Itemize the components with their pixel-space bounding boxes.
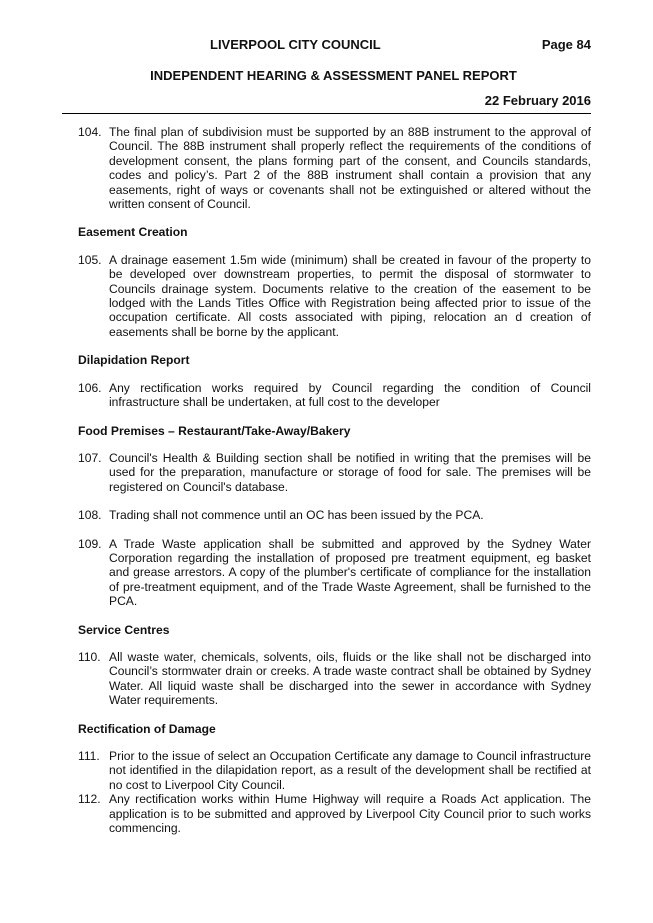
condition-105 (78, 253, 591, 339)
section-heading-dilapidation-report: Dilapidation Report (78, 353, 190, 368)
condition-110 (78, 650, 591, 708)
condition-text: All waste water, chemicals, solvents, oils, fluids or the like shall not be discharged into Council’s stormwater drain or creeks. A trade waste contract shall be obtained by Sydney Water. All liquid waste shall be discharged into the sewer in accordance with Sydney Water requirements. (109, 649, 591, 708)
section-heading-food-premises: Food Premises – Restaurant/Take-Away/Bakery (78, 423, 351, 438)
condition-number: 112. (78, 792, 101, 807)
condition-104 (78, 125, 591, 211)
header-rule (62, 113, 591, 114)
condition-text: Any rectification works required by Council regarding the condition of Council infrastructure shall be undertaken, at full cost to the developer (109, 380, 591, 410)
condition-number: 109. (78, 536, 102, 551)
condition-text: Trading shall not commence until an OC has been issued by the PCA. (109, 508, 484, 523)
condition-112 (78, 792, 591, 835)
condition-number: 107. (78, 450, 102, 465)
condition-number: 104. (78, 125, 102, 139)
section-heading-service-centres: Service Centres (78, 622, 170, 637)
condition-text: Council's Health & Building section shall be notified in writing that the premises will be used for the preparation, manufacture or storage of food for sale. The premises will be registered on Council's database. (109, 450, 591, 494)
header-page-number: Page 84 (541, 37, 591, 52)
condition-106 (78, 381, 591, 410)
condition-111 (78, 749, 591, 792)
condition-number: 108. (78, 508, 102, 523)
header-date: 22 February 2016 (484, 93, 591, 108)
condition-number: 105. (78, 252, 102, 267)
condition-107 (78, 451, 591, 494)
condition-text: Any rectification works within Hume Highway will require a Roads Act application. The application is to be submitted and approved by Liverpool City Council prior to such works commencing. (109, 792, 591, 836)
condition-text: Prior to the issue of select an Occupation Certificate any damage to Council infrastructure not identified in the dilapidation report, as a result of the development shall be rectified at no cost to Liverpool City Council. (109, 749, 591, 792)
condition-109 (78, 537, 591, 609)
section-heading-rectification-of-damage: Rectification of Damage (78, 721, 216, 736)
condition-108 (78, 508, 591, 522)
header-report-title: INDEPENDENT HEARING & ASSESSMENT PANEL REPORT (150, 68, 517, 83)
section-heading-easement-creation: Easement Creation (78, 225, 188, 240)
condition-text: The final plan of subdivision must be supported by an 88B instrument to the approval of Council. The 88B instrument shall properly reflect the requirements of the conditions of development consent, the plans forming part of the consent, and Councils standards, codes and policy’s. Part 2 of the 88B instrument shall contain a provision that any easements, right of ways or covenants shall not be extinguished or altered without the written consent of Council. (109, 125, 591, 212)
condition-number: 106. (78, 380, 102, 395)
condition-number: 111. (78, 749, 100, 763)
condition-text: A Trade Waste application shall be submitted and approved by the Sydney Water Corporation regarding the installation of proposed pre treatment equipment, eg basket and grease arrestors. A copy of the plumber's certificate of compliance for the installation of pre-treatment equipment, and of the Trade Waste Agreement, shall be furnished to the PCA. (109, 536, 591, 609)
header-council-name: LIVERPOOL CITY COUNCIL (210, 37, 381, 52)
condition-text: A drainage easement 1.5m wide (minimum) shall be created in favour of the property to be developed over downstream properties, to permit the disposal of stormwater to Councils drainage system. Documents relative to the creation of the easement to be lodged with the Lands Titles Office with Registration being affected prior to issue of the occupation certificate. All costs associated with piping, relocation an d creation of easements shall be borne by the applicant. (109, 252, 591, 339)
condition-number: 110. (78, 649, 101, 664)
document-body (78, 125, 591, 835)
